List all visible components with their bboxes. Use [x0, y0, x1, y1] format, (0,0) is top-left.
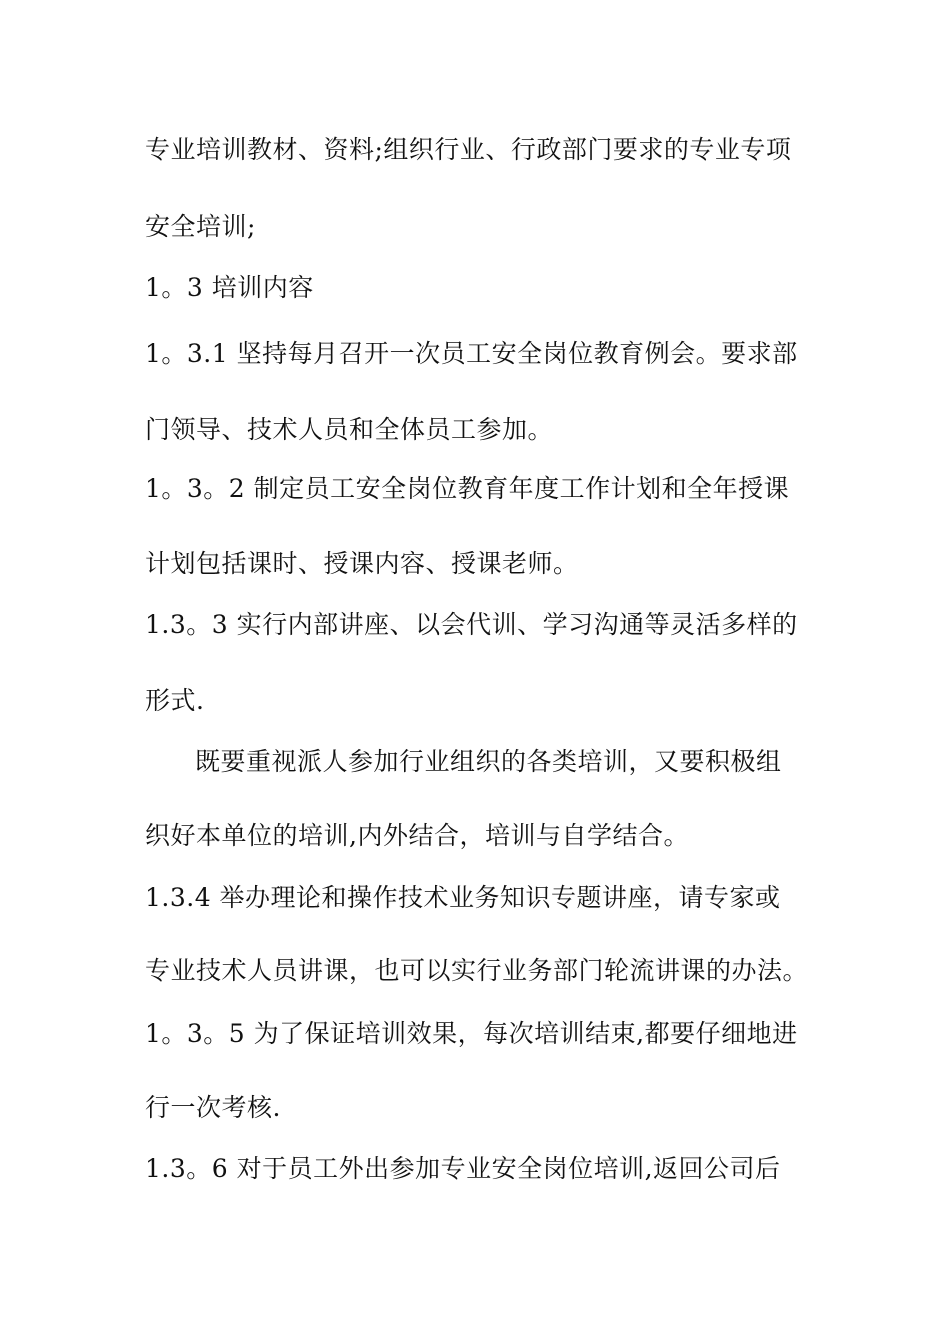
text-line: 1.3。3 实行内部讲座、以会代训、学习沟通等灵活多样的: [145, 610, 798, 639]
text-line: 计划包括课时、授课内容、授课老师。: [145, 549, 579, 578]
text-line: 1.3。6 对于员工外出参加专业安全岗位培训,返回公司后: [145, 1154, 781, 1183]
text-line: 门领导、技术人员和全体员工参加。: [145, 415, 554, 444]
text-line: 织好本单位的培训,内外结合，培训与自学结合。: [145, 821, 689, 850]
section-heading: 1。3 培训内容: [145, 273, 314, 302]
text-line: 1。3。2 制定员工安全岗位教育年度工作计划和全年授课: [145, 474, 790, 503]
text-line: 行一次考核.: [145, 1093, 281, 1122]
text-line: 1.3.4 举办理论和操作技术业务知识专题讲座，请专家或: [145, 883, 781, 912]
text-line: 1。3。5 为了保证培训效果，每次培训结束,都要仔细地进: [145, 1019, 798, 1048]
indented-paragraph-line: 既要重视派人参加行业组织的各类培训，又要积极组: [195, 747, 782, 776]
text-line: 1。3.1 坚持每月召开一次员工安全岗位教育例会。要求部: [145, 339, 798, 368]
text-line: 专业技术人员讲课，也可以实行业务部门轮流讲课的办法。: [145, 956, 809, 985]
text-line: 安全培训;: [145, 212, 256, 241]
text-line: 形式.: [145, 686, 205, 715]
text-line: 专业培训教材、资料;组织行业、行政部门要求的专业专项: [145, 135, 792, 164]
